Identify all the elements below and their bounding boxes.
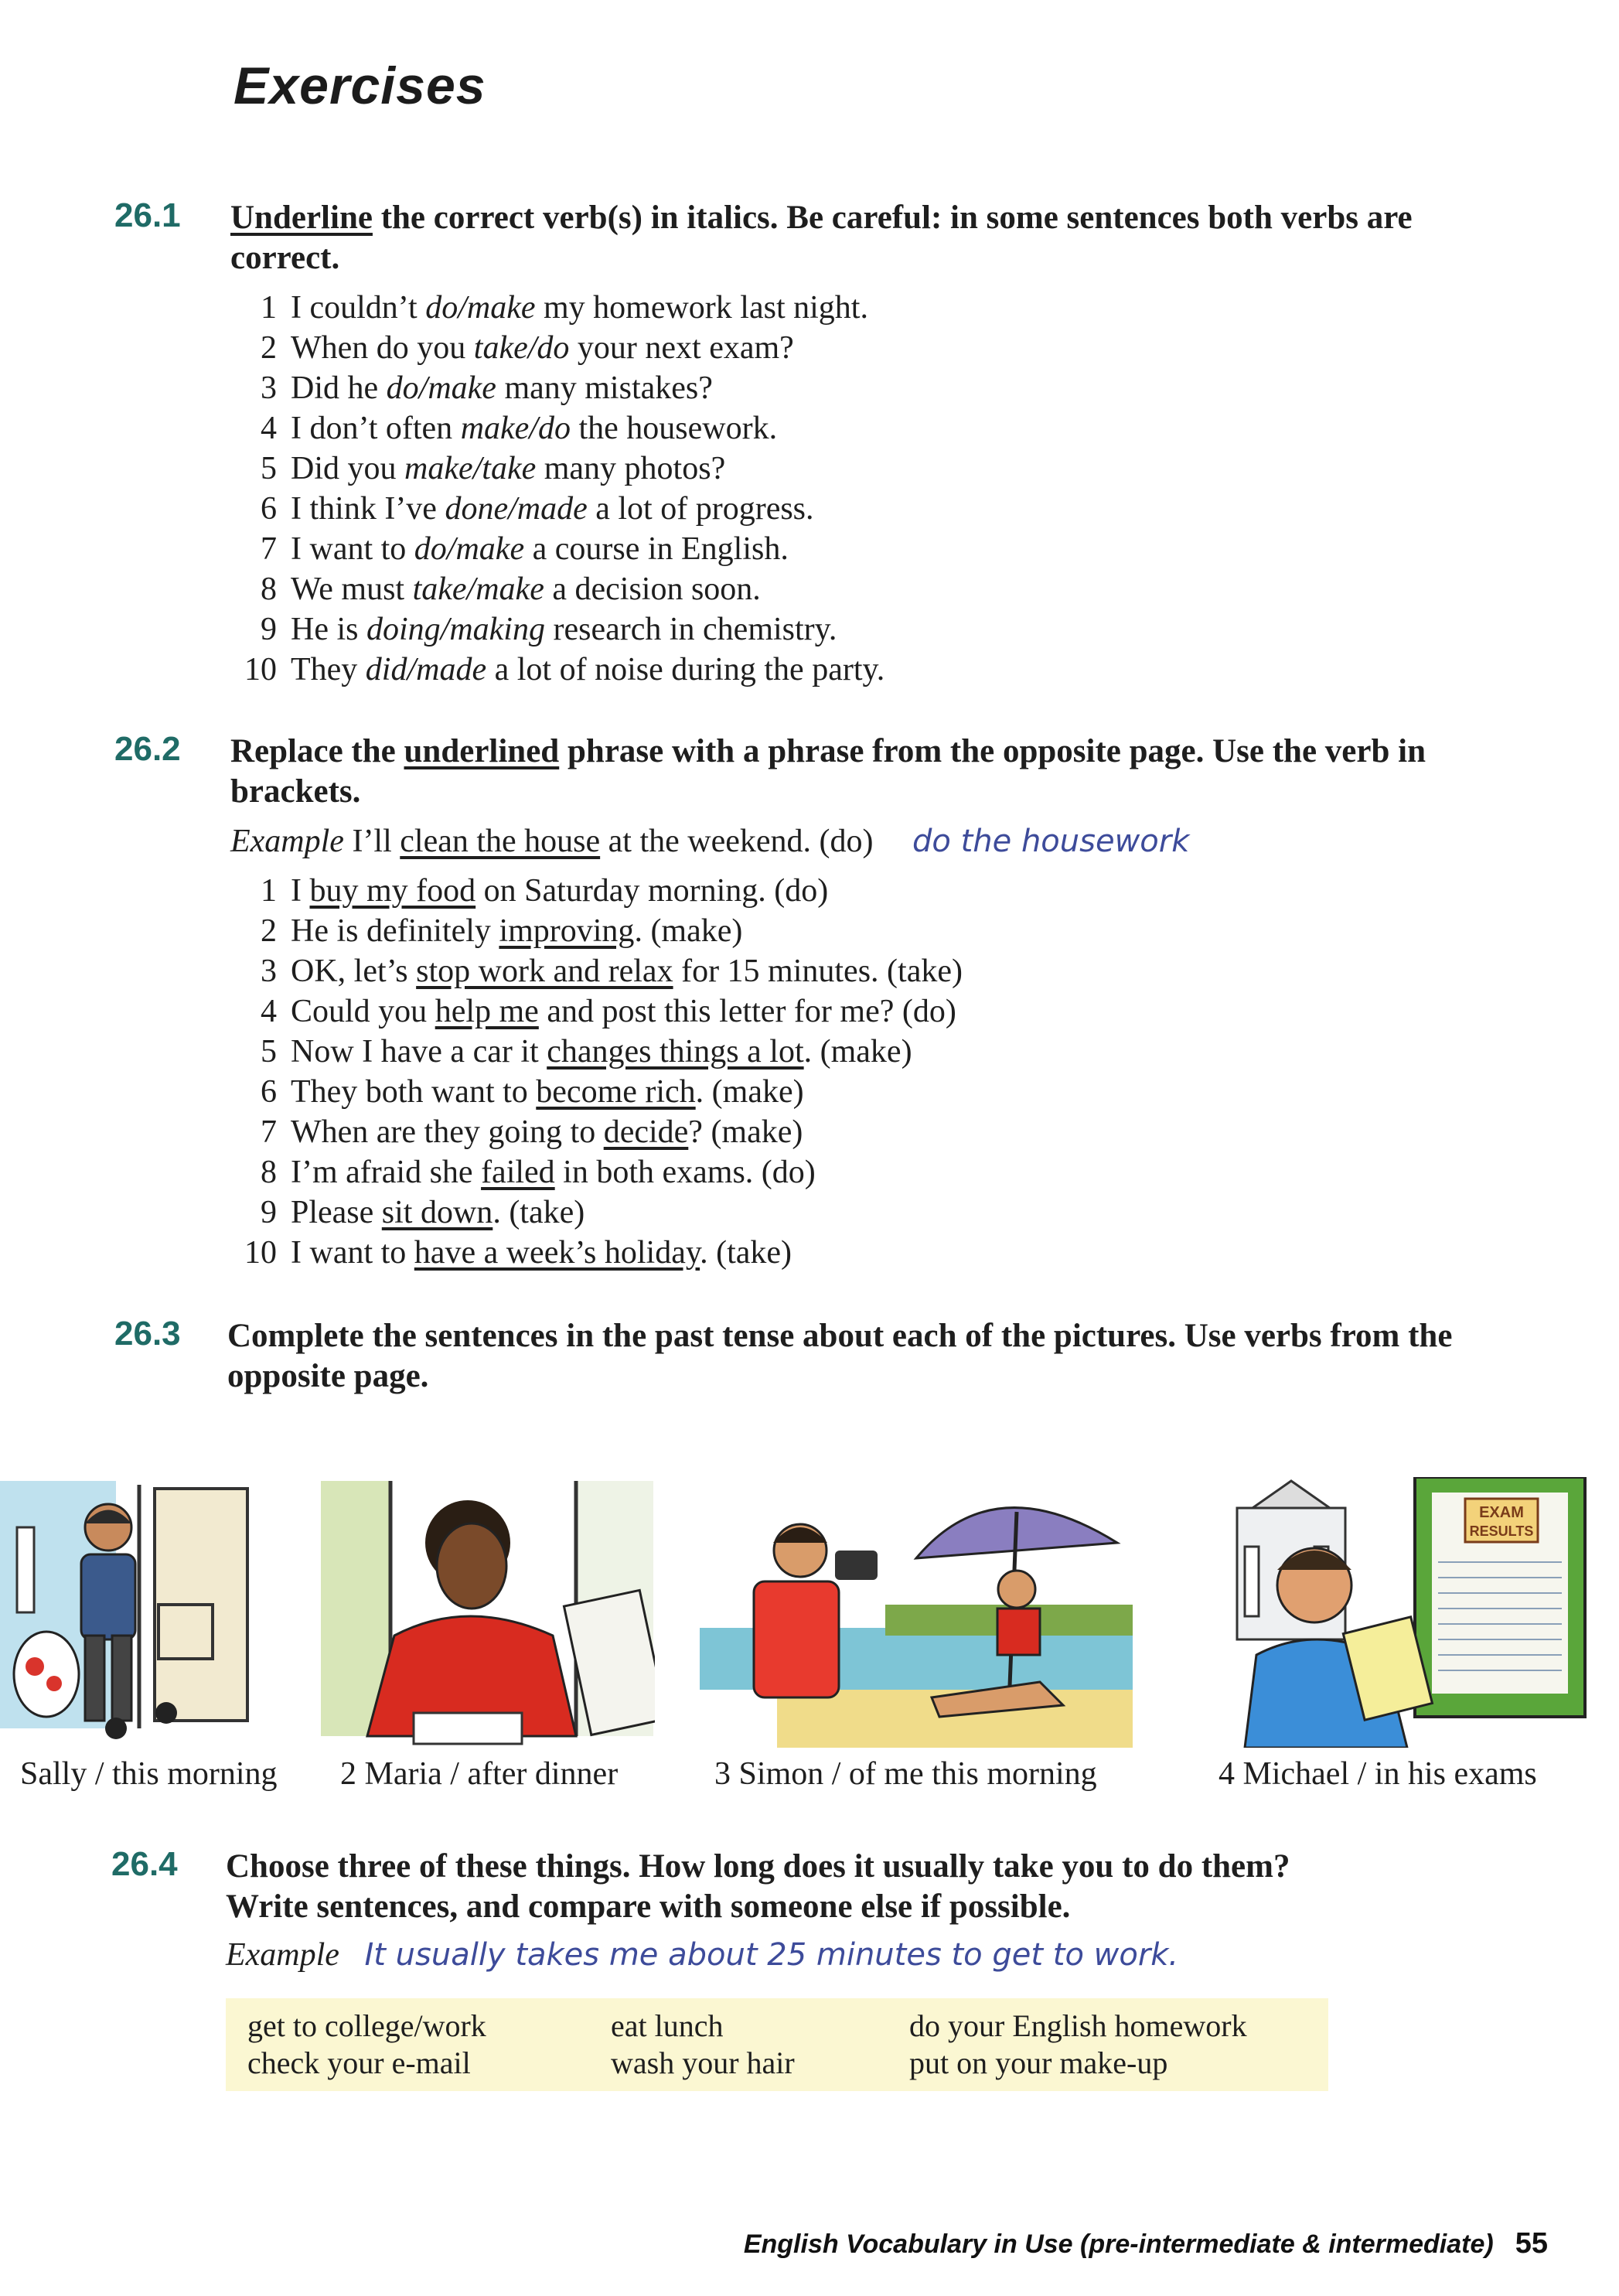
exercise-3-instructions [227,1316,1511,1397]
list-item [232,991,963,1032]
exercise-4-instructions [226,1847,1478,1927]
item-text: When are they going to [291,1114,604,1150]
item-text: Did he [291,370,387,406]
item-text: and post this letter for me? (do) [538,994,956,1029]
item-text: I [291,873,310,909]
sally-shopping-illustration [0,1481,255,1748]
exercise-2-list [232,871,963,1273]
page-title: Exercises [233,56,486,115]
item-text: They both want to [291,1074,537,1110]
underlined-phrase: sit down [381,1195,493,1230]
item-text: I want to [291,531,414,567]
item-text: They [291,652,366,687]
exercise-number-2: 26.2 [114,730,181,768]
maria-newspaper-illustration [321,1481,655,1748]
item-text: I’m afraid she [291,1155,482,1190]
item-text: We must [291,571,413,607]
item-number: 9 [261,1195,277,1230]
activity-item: get to college/work [247,2008,486,2043]
item-text: for 15 minutes. (take) [673,954,963,989]
list-item [232,408,884,449]
item-number: 6 [261,491,277,527]
item-text: I don’t often [291,411,461,446]
item-text: many photos? [536,451,726,486]
item-text: your next exam? [569,330,794,366]
example-underlined-phrase: clean the house [400,824,601,859]
verb-options[interactable]: doing/making [366,612,545,647]
list-item [232,368,884,408]
item-text: on Saturday morning. (do) [475,873,829,909]
item-text: a lot of noise during the party. [486,652,885,687]
activities-box [226,1998,1328,2091]
list-item [232,489,884,529]
verb-options[interactable]: make/take [404,451,537,486]
item-text: Please [291,1195,382,1230]
exam-sign-line-1: EXAM [1479,1504,1524,1521]
picture-maria [321,1481,655,1748]
activity-item: put on your make-up [909,2045,1168,2080]
item-text: Could you [291,994,435,1029]
activity-item: do your English homework [909,2008,1247,2043]
item-number: 9 [261,612,277,647]
verb-options[interactable]: take/do [473,330,570,366]
underlined-phrase: stop work and relax [416,954,673,989]
item-text: I want to [291,1235,414,1271]
verb-options[interactable]: do/make [414,531,525,567]
list-item [232,328,884,368]
exercise-number-4: 26.4 [111,1845,178,1883]
list-item [232,569,884,609]
item-text: I think I’ve [291,491,445,527]
item-text: a decision soon. [544,571,761,607]
underlined-phrase: help me [435,994,539,1029]
handwritten-answer: do the housework [912,824,1190,859]
item-number: 2 [261,330,277,366]
list-item [232,529,884,569]
item-text: ? (make) [688,1114,803,1150]
item-text: in both exams. (do) [554,1155,816,1190]
item-text: a lot of progress. [587,491,814,527]
list-item [232,1233,963,1273]
verb-options[interactable]: done/made [445,491,588,527]
item-number: 4 [261,411,277,446]
item-text: my homework last night. [535,290,868,326]
picture-michael [1229,1477,1590,1748]
instruction-text-2: correct. [230,240,340,276]
picture-caption-1: Sally / this morning [20,1756,278,1792]
page-number: 55 [1515,2227,1548,2260]
underlined-phrase: buy my food [309,873,476,909]
item-number: 8 [261,1155,277,1190]
item-number: 1 [261,290,277,326]
list-item [232,1152,963,1192]
item-number: 2 [261,913,277,949]
item-text: OK, let’s [291,954,417,989]
underlined-phrase: decide [603,1114,689,1150]
instruction-text: Choose three of these things. How long does it usually take you to do them? [226,1848,1290,1885]
item-text: . (take) [700,1235,792,1271]
example-text: I’ll [343,824,400,859]
picture-caption-3: 3 Simon / of me this morning [714,1756,1097,1792]
item-text: a course in English. [524,531,789,567]
item-text: . (take) [493,1195,585,1230]
activity-item: check your e-mail [247,2045,471,2080]
list-item [232,1112,963,1152]
page-footer [744,2227,1548,2260]
item-text: I couldn’t [291,290,426,326]
list-item [232,1072,963,1112]
list-item [232,650,884,690]
picture-caption-2: 2 Maria / after dinner [340,1756,619,1792]
item-text: many mistakes? [496,370,713,406]
picture-simon [700,1450,1133,1748]
verb-options[interactable]: did/made [365,652,487,687]
example-label: Example [230,824,344,859]
activity-item: wash your hair [611,2045,795,2080]
simon-beach-photo-illustration [700,1450,1133,1748]
item-text: . (make) [695,1074,804,1110]
item-text: the housework. [570,411,778,446]
verb-options[interactable]: do/make [425,290,536,326]
item-text: He is definitely [291,913,499,949]
exercise-1-instructions [230,198,1483,278]
picture-caption-4: 4 Michael / in his exams [1219,1756,1537,1792]
item-number: 7 [261,1114,277,1150]
instruction-text: Complete the sentences in the past tense about each of the pictures. Use verbs from the [227,1318,1453,1354]
item-number: 8 [261,571,277,607]
activity-item: eat lunch [611,2008,724,2043]
item-text: He is [291,612,366,647]
exercise-2-instructions [230,732,1483,812]
handwritten-answer: It usually takes me about 25 minutes to get to work. [364,1937,1179,1973]
book-title: English Vocabulary in Use (pre-intermediate & intermediate) [743,2229,1494,2259]
michael-exam-results-illustration [1229,1477,1590,1748]
underlined-phrase: have a week’s holiday [414,1235,700,1271]
list-item [232,1032,963,1072]
instruction-text-2: brackets. [230,773,361,810]
instruction-text-2: Write sentences, and compare with someone else if possible. [226,1888,1071,1925]
list-item [232,951,963,991]
item-number: 7 [261,531,277,567]
item-text: . (make) [803,1034,912,1070]
underlined-phrase: failed [481,1155,555,1190]
exercise-1-list [232,288,884,690]
exam-sign-line-2: RESULTS [1469,1523,1534,1539]
example-text: at the weekend. (do) [600,824,874,859]
instruction-text: Replace the [230,733,404,769]
item-number: 10 [244,652,277,687]
instruction-underline-word: underlined [404,733,560,769]
item-number: 10 [244,1235,277,1271]
item-text: . (make) [634,913,743,949]
picture-sally [0,1481,255,1748]
item-number: 6 [261,1074,277,1110]
exercise-number-1: 26.1 [114,196,181,234]
item-number: 5 [261,451,277,486]
item-number: 3 [261,954,277,989]
item-text: When do you [291,330,474,366]
verb-options[interactable]: make/do [460,411,571,446]
item-number: 4 [261,994,277,1029]
list-item [232,609,884,650]
exercise-number-3: 26.3 [114,1315,181,1353]
item-text: Did you [291,451,404,486]
item-number: 3 [261,370,277,406]
underlined-phrase: become rich [536,1074,696,1110]
exercise-4-example [226,1935,1178,1975]
list-item [232,1192,963,1233]
underlined-phrase: improving [499,913,635,949]
item-number: 5 [261,1034,277,1070]
verb-options[interactable]: do/make [386,370,496,406]
item-text: Now I have a car it [291,1034,547,1070]
instruction-underline-word: Underline [230,200,373,236]
exercise-2-example [230,821,1189,861]
item-number: 1 [261,873,277,909]
item-text: research in chemistry. [544,612,837,647]
list-item [232,911,963,951]
instruction-text: the correct verb(s) in italics. Be careful: in some sentences both verbs are [372,200,1413,236]
instruction-text: phrase with a phrase from the opposite page. Use the verb in [559,733,1426,769]
list-item [232,871,963,911]
list-item [232,449,884,489]
example-label: Example [226,1937,339,1973]
instruction-text-2: opposite page. [227,1358,429,1394]
verb-options[interactable]: take/make [412,571,544,607]
underlined-phrase: changes things a lot [547,1034,804,1070]
list-item [232,288,884,328]
